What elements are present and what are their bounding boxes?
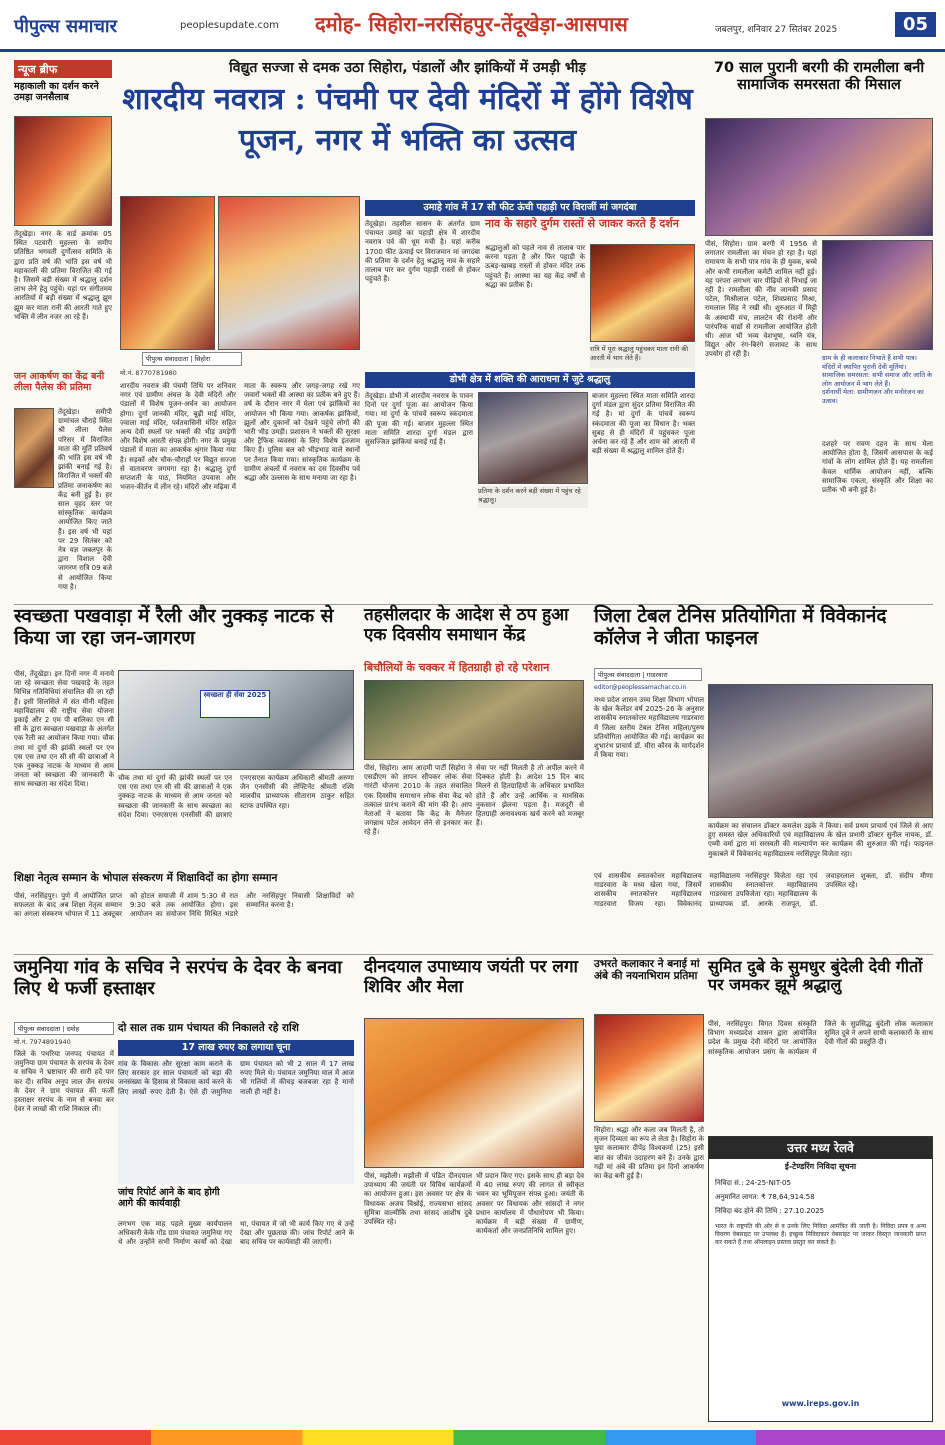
news-brief-label: न्यूज ब्रीफ	[14, 60, 112, 78]
tt-col3: एवं शासकीय स्नातकोत्तर महाविद्यालय गाडरवारा के मध्य खेला गया, जिसमें शासकीय स्नातकोत्तर महाविद्यालय गाडरवारा विजय रहा। विवेकानंद महाविद्यालय नरसिंहपुर विजेता रहा एवं शासकीय स्नातकोत्तर महाविद्यालय गाडरवारा उपविजेता रहा। महाविद्यालय के प्राध्यापक डॉ. आरके राजपूत, डॉ. जवाहरलाल शुक्ला, डॉ. संदीप मीणा उपस्थित रहे।	[594, 872, 933, 908]
umahe-photo	[590, 244, 695, 342]
umahe-subhead: नाव के सहारे दुर्गम रास्तों से जाकर करते हैं दर्शन	[485, 217, 679, 230]
dobhi-bar: डोभी क्षेत्र में शक्ति की आराधना में जुटे श्रद्धालु	[365, 372, 695, 388]
jamuniya-col3: लगभग एक माह पहले मुख्य कार्यपालन अधिकारी केके गोंड ग्राम पंचायत जमुनिया गए थे और उन्होंने सभी निर्माण कार्यों को देखा था, पंचायत में जो भी कार्य किए गए थे उन्हें देखा और पूछताछ की। जांच रिपोर्ट आने के बाद सचिव पर कार्यवाही की जाएगी।	[118, 1220, 354, 1247]
navratri-phone: मो.नं. 8770781980	[120, 369, 177, 377]
swachhta-photo	[118, 670, 354, 770]
tt-body: मध्य प्रदेश शासन उच्च शिक्षा विभाग भोपाल के खेल कैलेंडर वर्ष 2025-26 के अनुसार शासकीय स्नातकोत्तर महाविद्यालय गाडरवारा में जिला स्तरीय टेबल टेनिस महिला/पुरुष प्रतियोगिता आयोजित की गई। कार्यक्रम का शुभारंभ प्राचार्य डॉ. मीरा कौरव के मार्गदर्शन में किया गया।	[594, 696, 704, 760]
brief-2-title: जन आकर्षण का केंद्र बनी लीला पैलेस की प्रतिमा	[14, 371, 105, 393]
ramlila-photo-2	[822, 240, 933, 350]
ramlila-note: मंदिरों में स्थापित पुरानी देवी मूर्तियां।	[822, 362, 907, 371]
umahe-col2: श्रद्धालुओं को पहले नाव से तालाब पार करना पड़ता है और फिर पहाड़ी के ऊबड़-खाबड़ रास्तों से होकर मंदिर तक पहुंचते हैं। आस्था का यह केंद्र वर्षों से श्रद्धा का प्रतीक है।	[485, 244, 585, 289]
byline-place: दमोह	[66, 1025, 80, 1033]
ad-amount: अनुमानित लागत: ₹ 78,64,914.58	[715, 1193, 815, 1201]
tehsildar-col2: सेवा पर नहीं मिलती है तो अपील करने में दिक्कत होती है। आदेश 15 दिन बाद मिलने से हितग्राहियों के अधिकार प्रभावित होते हैं और उन्हें आर्थिक व मानसिक नुकसान झेलना पड़ता है। मजदूरी से हितग्राही अनावश्यक खर्च करने को मजबूर हैं।	[476, 764, 584, 828]
masthead	[0, 0, 945, 52]
logo: पीपुल्स समाचार	[14, 16, 117, 37]
sumit-body: पीसं, नरसिंहपुर। विगत दिवस संस्कृति विभाग मध्यप्रदेश शासन द्वारा आयोजित प्रदेश के प्रमुख देवी मंदिरों पर आयोजित सांस्कृतिक आयोजन प्रसंग के कार्यक्रम में जिले के सुप्रसिद्ध बुंदेली लोक कलाकार सुमित दुबे ने अपने साथी कलाकारों के साथ देवी गीतों की प्रस्तुति दी।	[708, 1020, 933, 1056]
ad-last-date: निविदा बंद होने की तिथि : 27.10.2025	[715, 1207, 825, 1215]
bottom-color-strip	[0, 1430, 945, 1445]
ramlila-body2: दशहरे पर रावण दहन के साथ मेला आयोजित होता है, जिसमें आसपास के कई गांवों के लोग शामिल होते हैं। यह रामलीला केवल धार्मिक आयोजन नहीं, बल्कि सामाजिक एकता, संस्कृति और शिक्षा का प्रतीक भी बनी हुई है।	[822, 440, 933, 495]
tt-byline: पीपुल्स संवाददाता | गाडरवारा	[594, 668, 702, 681]
jamuniya-byline: पीपुल्स संवाददाता | दमोह	[14, 1022, 114, 1035]
page-number: 05	[895, 12, 936, 37]
kalakar-headline: उभरते कलाकार ने बनाई मां अंबे की नयनाभिराम प्रतिमा	[594, 958, 700, 983]
tehsildar-photo	[364, 680, 584, 760]
kalakar-body: सिहोरा। श्रद्धा और कला जब मिलती है, तो सृजन दिव्यता का रूप ले लेता है। सिहोरा के युवा कलाकार दीपेंद्र विश्वकर्मा (25) इसी बात का जीवंत उदाहरण बने हैं। उनके द्वारा गढ़ी मां अंबे की प्रतिमा इन दिनों आकर्षण का केंद्र बनी हुई है।	[594, 1126, 704, 1181]
dobhi-caption: प्रतिमा के दर्शन करने बड़ी संख्या में पहुंच रहे श्रद्धालु।	[478, 486, 588, 508]
jamuniya-col2: गांव के विकास और सुरक्षा काम कराने के लिए सरकार हर साल पंचायतों को बड़ा की जनसंख्या के हिसाब से विकास कार्य करने के लिए लाखों रुपए देती है। ऐसे ही जमुनिया ग्राम पंचायत को भी 2 साल में 17 लाख रुपए मिले थे। पंचायत जमुनिया माल में आज भी गलियों में कीचड़ बजबजा रहा है मानो नाली ही नहीं है।	[118, 1060, 354, 1184]
ad-title: उत्तर मध्य रेलवे	[709, 1137, 932, 1159]
mahakali-photo	[14, 116, 112, 226]
dobhi-body: तेंदूखेड़ा। डोभी में शारदीय नवरात्र के पावन दिनों पर दुर्गा पूजा का आयोजन किया गया। मां दुर्गा के पांचवें स्वरूप स्कंदमाता की पूजा की गई। बाजार मुहल्ला स्थित माता समिति शारदा दुर्गा मंडल द्वारा सुसज्जित झांकियां बनाई गई हैं।	[365, 392, 473, 447]
deendayal-headline: दीनदयाल उपाध्याय जयंती पर लगा शिविर और मेला	[364, 957, 578, 997]
dobhi-col3: बाजार मुहल्ला स्थित माता समिति शारदा दुर्गा मंडल द्वारा सुंदर प्रतिमा विराजित की गई है। मां दुर्गा के पांचवें स्वरूप स्कंदमाता की पूजा का विधान है। भक्त सुबह से ही मंदिरों में पहुंचकर पूजा अर्चना कर रहे हैं और शाम को आरती में बड़ी संख्या में श्रद्धालु शामिल होते हैं।	[592, 392, 695, 456]
jamuniya-subhead: दो साल तक ग्राम पंचायत की निकालते रहे राशि	[118, 1022, 299, 1034]
byline-name: पीपुल्स संवाददाता	[146, 355, 189, 363]
umahe-body: तेंदूखेड़ा। तहसील सासन के अंतर्गत ग्राम पंचायत उमाहे का पहाड़ी क्षेत्र में शारदीय नवरात्र पर्व की धूम मची है। यहां करीब 1700 फीट ऊंचाई पर विराजमान मां जगदंबा की प्रतिमा के दर्शन हेतु श्रद्धालु नाव के सहारे तालाब पार कर दुर्गम पहाड़ी रास्तों से होकर पहुंचते हैं।	[365, 220, 480, 284]
brief-1-title: महाकाली का दर्शन करने उमड़ा जनसैलाब	[14, 81, 99, 103]
jamuniya-bar: 17 लाख रुपए का लगाया चूना	[118, 1040, 354, 1056]
tehsildar-subhead: बिचौलियों के चक्कर में हितग्राही हो रहे परेशान	[364, 661, 550, 674]
website[interactable]: peoplesupdate.com	[180, 20, 279, 31]
navratri-byline: पीपुल्स संवाददाता | सिहोरा	[142, 352, 242, 366]
railway-ad	[708, 1136, 933, 1422]
swachhta-col2: चौक तथा मां दुर्गा की झांकी स्थलों पर एन एस एस तथा एन सी सी की छात्राओं ने एक नुक्कड़ नाटक के माध्यम से आम जनता को स्वच्छता की जानकारी के साथ स्वच्छता का संदेश दिया। एनएसएस एनसीसी की छात्राएं एनएसएस कार्यक्रम अधिकारी श्रीमती अरुणा जैन एनसीसी की लेफ्टिनेंट श्रीमती रश्मि मालवीय प्राध्यापक सीताराम ठाकुर सहित स्टाफ उपस्थित रहा।	[118, 774, 354, 819]
deendayal-body: पीसं, मझौली। मझौली में पंडित दीनदयाल उपाध्याय की जयंती पर विविध कार्यक्रमों का आयोजन हुआ। इस अवसर पर क्षेत्र के विधायक अजय विश्नोई, राज्यसभा सांसद सुमित्रा वाल्मीकि तथा सांसद आशीष दुबे उपस्थित रहे।	[364, 1172, 472, 1227]
navratri-photo-2	[218, 196, 360, 350]
dobhi-photo	[478, 392, 588, 484]
tehsildar-headline: तहसीलदार के आदेश से ठप हुआ एक दिवसीय समाधान केंद्र	[364, 605, 569, 645]
ramlila-photo-1	[705, 118, 933, 236]
byline-place: सिहोरा	[194, 355, 211, 363]
jamuniya-phone: मो.नं. 7974891940	[14, 1038, 71, 1046]
tt-body2: कार्यक्रम का संचालन डॉक्टर कमलेश उइके ने किया। सर्व प्रथम प्राचार्य एवं जिले से आए हुए समस्त खेल अधिकारियों एवं महाविद्यालय के खेल प्रभारी डॉक्टर सुनील नायक, डॉ. एम्मी वर्मा द्वारा मां सरस्वती की माल्यार्पण कर कार्यक्रम की शुरुआत की गई। फाइनल मुकाबले में विवेकानंद महाविद्यालय नरसिंहपुर विजेता रहा।	[708, 822, 933, 858]
jamuniya-body: जिले के पथरिया जनपद पंचायत में जमुनिया ग्राम पंचायत के सरपंच के देवर व सचिव ने भ्रष्टाचार की सारी हदें पार कर दी। सचिव अनूप लाल जैन सरपंच के देवर ने ग्राम पंचायत की फर्जी हस्ताक्षर सरपंच के नाम से बनवा कर देवर ने लाखों की राशि निकाल ली।	[14, 1050, 114, 1114]
region-title: दमोह- सिहोरा-नरसिंहपुर-तेंदूखेड़ा-आसपास	[315, 12, 628, 36]
ramlila-notes	[822, 354, 933, 436]
ad-subtitle: ई-टेण्डरिंग निविदा सूचना	[784, 1162, 857, 1171]
deendayal-col2: भी प्रदान किए गए। इसके साथ ही बड़ा देव में 40 लाख रुपए की लागत से स्वीकृत भवन का भूमिपूजन संपन्न हुआ। जयंती के अवसर पर विधायक और सांसदों ने नगर प्रधान कार्यालय में पौधारोपण भी किया। कार्यक्रम में बड़ी संख्या में ग्रामीण, कार्यकर्ता और जनप्रतिनिधि शामिल हुए।	[476, 1172, 584, 1236]
ad-details: भारत के राष्ट्रपति की ओर से व उनके लिए निविदा आमंत्रित की जाती है। निविदा प्रपत्र व अन्य विवरण वेबसाइट पर उपलब्ध हैं। इच्छुक निविदाकार वेबसाइट पर जाकर विस्तृत जानकारी प्राप्त कर सकते हैं तथा ऑनलाइन प्रस्ताव प्रस्तुत कर सकते हैं।	[715, 1223, 926, 1246]
navratri-headline: शारदीय नवरात्र : पंचमी पर देवी मंदिरों में होंगे विशेष पूजन, नगर में भक्ति का उत्सव	[122, 82, 693, 158]
kalakar-photo	[594, 1014, 704, 1122]
tehsildar-body: पीसं, सिहोरा। आम आदमी पार्टी सिहोरा ने एसडीएम को ज्ञापन सौंपकर लोक सेवा गारंटी योजना 2010 के तहत संचालित एक दिवसीय समाधान लोक सेवा केंद्र को तत्काल प्रारंभ कराने की मांग की है। आप नेताओं ने बताया कि केंद्र के मैनेजर जगन्नाथ पटेल आवेदन लेने से इनकार कर रहे हैं।	[364, 764, 472, 837]
jamuniya-sub2: जांच रिपोर्ट आने के बाद होगी आगे की कार्यवाही	[118, 1187, 220, 1209]
swachhta-poster: स्वच्छता ही सेवा 2025	[200, 690, 270, 718]
byline-name: पीपुल्स संवाददाता	[598, 671, 641, 679]
navratri-kicker: विद्युत सज्जा से दमक उठा सिहोरा, पंडालों और झांकियों में उमड़ी भीड़	[229, 60, 586, 76]
swachhta-body: पीसं, तेंदूखेड़ा। इन दिनों नगर में मनाये जा रहे स्वच्छता सेवा पखवाड़े के तहत विभिन्न गतिविधियां संचालित की जा रही हैं। इसी सिलसिले में संत मीनी महिला महाविद्यालय की राष्ट्रीय सेवा योजना इकाई और 2 एम पी बालिका एन सी सी के द्वारा स्वच्छता पखवाड़ा के अंतर्गत एक रैली का आयोजन किया गया। चौक तथा मां दुर्गा की झांकी स्थलों पर एन एस एस तथा एन सी सी की छात्राओं ने एक नुक्कड़ नाटक के माध्यम से आम जनता को स्वच्छता की जानकारी के साथ स्वच्छता का संदेश दिया।	[14, 670, 114, 789]
navratri-photo-1	[120, 196, 215, 350]
ad-website[interactable]: www.ireps.gov.in	[781, 1399, 860, 1408]
swachhta-headline: स्वच्छता पखवाड़ा में रैली और नुक्कड़ नाटक से किया जा रहा जन-जागरण	[14, 605, 334, 649]
tt-email[interactable]: editor@peoplessamachar.co.in	[594, 684, 687, 691]
dateline: जबलपुर, शनिवार 27 सितंबर 2025	[715, 25, 838, 35]
tt-photo	[708, 684, 933, 818]
byline-place: गाडरवारा	[646, 671, 668, 679]
ramlila-note: ग्राम के ही कलाकार निभाते हैं सभी पात्र।	[822, 354, 918, 362]
ramlila-body: पीसं, सिहोरा। ग्राम बरगी में 1956 से लगातार रामलीला का मंचन हो रहा है। यहां रामायण के सभी पात्र गांव के ही युवक, बच्चे और कभी रामलीला कमेटी शामिल नहीं हुई। यह परंपरा लगभग चार पीढ़ियों से निभाई जा रही है। रामलीला की नींव जानकी प्रसाद पटेल, मिश्रीलाल पटेल, शिवप्रसाद मिश्रा, रामलाल सिंह ने रखी थी। शुरुआत में मिट्टी के अस्थायी मंच, लालटेन की रोशनी और पारंपरिक वाद्यों से रामलीला आयोजित होती थी। आज भी भव्य वेशभूषा, ध्वनि यंत्र, विद्युत और रंग-बिरंगे सजावट के साथ उपयोग हो रही है।	[705, 240, 817, 359]
navratri-body: शारदीय नवरात्र की पंचमी तिथि पर शनिवार नगर एवं ग्रामीण अंचल के देवी मंदिरों और पंडालों में विशेष पूजन-अर्चन का आयोजन होगा। दुर्गा जानकी मंदिर, बूढ़ी माई मंदिर, ज्वाला माई मंदिर, पर्वतवासिनी मंदिर सहित अन्य देवी स्थलों पर भक्तों की भीड़ उमड़ेगी और विशेष आरती संपन्न होगी। नगर के प्रमुख पंडालों में माता का आकर्षक श्रृंगार किया गया है। सड़कों और चौक-चौराहों पर विद्युत सज्जा से वातावरण जगमगा रहा है। श्रद्धालु दुर्गा सप्तशती के पाठ, नियमित उपवास और भजन-कीर्तन में लीन रहे। मंदिरों और मढ़िया में माता के स्वरूप और जगह-जगह रखे गए जवारों भक्तों की आस्था का प्रतीक बने हुए हैं। वर्ष के दौरान नगर में मेला एवं झांकियों का आयोजन भी किया गया। आकर्षक झांकियों, झूलों और दुकानों को देखने पहुंचे लोगों की भारी भीड़ उमड़ी। प्रशासन ने भक्तों की सुरक्षा और ट्रैफिक व्यवस्था के लिए विशेष इंतजाम किए हैं। पुलिस बल को भीड़भाड़ वाले स्थानों पर तैनात किया गया। सांस्कृतिक कार्यक्रम के ग्रामीण अंचलों में नवरात्र का दस दिवसीय पर्व श्रद्धा और उल्लास के साथ मनाया जा रहा है।	[120, 382, 360, 492]
umahe-caption: रात्रि में पूरा श्रद्धालु पहुंचकर माता रानी की आरती में भाग लेते हैं।	[590, 344, 695, 368]
ramlila-note: दर्शनार्थी मेला: ग्रामीणजन और मनोरंजन का उत्सव।	[822, 388, 924, 405]
byline-name: पीपुल्स संवाददाता	[18, 1025, 61, 1033]
deendayal-photo	[364, 1018, 584, 1168]
brief-2-text: तेंदूखेड़ा। समीपी ग्रामांचल चौराहे स्थित श्री लीला पैलेस परिसर में विराजित माता की मूर्ति प्रतिवर्ष की भांति इस वर्ष भी झांकी बनाई गई है। विराजित में भक्तों की प्रतिमा जनाकर्षण का केंद्र बनी हुई है। हर साल वृहद स्तर पर सांस्कृतिक कार्यक्रम आयोजित किए जाते हैं। इस वर्ष भी यहां पर 29 सितंबर को नेत्र यज्ञ जबलपुर के द्वारा विशाल देवी जागरण रात्रि 09 बजे से आयोजित किया गया है।	[58, 408, 112, 591]
shiksha-body: पीसं, नरसिंहपुर। पुणे में आयोजित प्राप्त सफलता के बाद अब शिक्षा नेतृत्व सम्मान का अगला संस्करण भोपाल में 11 अक्टूबर को होटल सयाजी में शाम 5:30 से रात 9:30 बजे तक आयोजित होगा। इस आयोजन का संयोजन निधि मिश्रित भंडारे और नरसिंहपुर निवासी शिक्षाविदों को सम्मानित करना है।	[14, 892, 354, 919]
ramlila-note: सामाजिक समरसता: सभी समाज और जाति के लोग आयोजन में भाग लेते हैं।	[822, 371, 933, 388]
umahe-bar: उमाहे गांव में 17 सौ फीट ऊंची पहाड़ी पर विराजीं मां जगदंबा	[365, 200, 695, 216]
jamuniya-headline: जमुनिया गांव के सचिव ने सरपंच के देवर के बनवा लिए थे फर्जी हस्ताक्षर	[14, 957, 342, 999]
shiksha-headline: शिक्षा नेतृत्व सम्मान के भोपाल संस्करण में शिक्षाविदों का होगा सम्मान	[14, 872, 278, 884]
divider	[14, 954, 933, 955]
sumit-headline: सुमित दुबे के सुमधुर बुंदेली देवी गीतों पर जमकर झूमे श्रद्धालु	[708, 957, 923, 995]
tt-headline: जिला टेबल टेनिस प्रतियोगिता में विवेकानंद कॉलेज ने जीता फाइनल	[594, 605, 887, 649]
brief-1-text: तेंदूखेड़ा। नगर के वार्ड क्रमांक 05 स्थित पटवारी मुहल्ला के समीप प्रतिष्ठित भगवती दुर्गोत्सव समिति के द्वारा प्रति वर्ष की भांति इस वर्ष भी महाकाली की प्रतिमा विराजित की गई है। जिसमें बड़ी संख्या में श्रद्धालु दर्शन लाभ लेने हेतु पहुंचे। यहां पर संगीतमय आरतियों में बड़ी संख्या में श्रद्धालु झूम झूम कर माता रानी की आरती गाते हुए भक्ति में लीन नजर आ रहे हैं।	[14, 230, 112, 321]
ad-ref: निविदा सं.: 24-25-NIT-05	[715, 1179, 791, 1187]
ramlila-headline: 70 साल पुरानी बरगी की रामलीला बनी सामाजिक समरसता की मिसाल	[713, 60, 925, 93]
